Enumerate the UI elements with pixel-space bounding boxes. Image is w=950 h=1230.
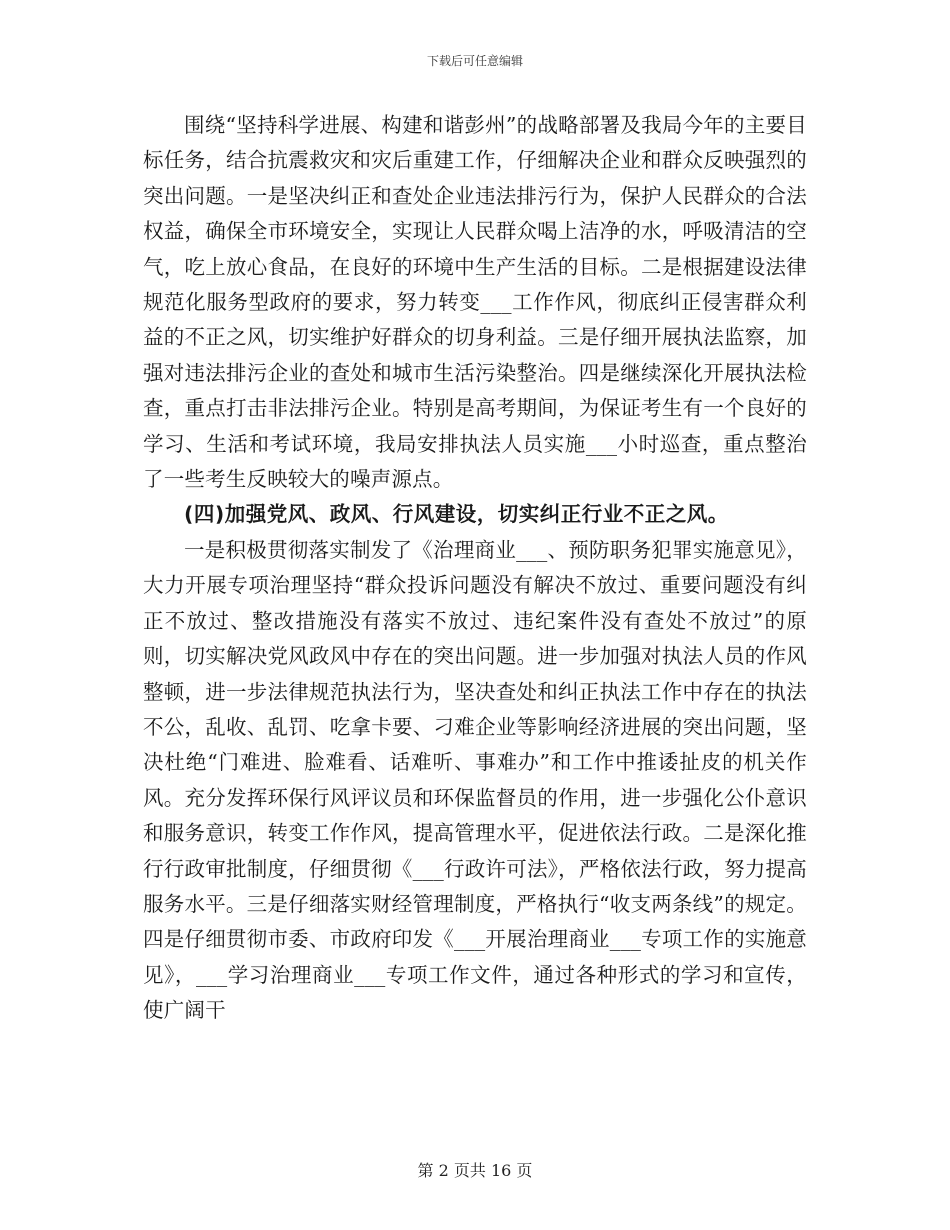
section-heading: (四)加强党风、政风、行风建设，切实纠正行业不正之风。 bbox=[184, 502, 729, 527]
document-body bbox=[143, 108, 807, 1029]
page-header-note: 下载后可任意编辑 bbox=[426, 54, 523, 68]
paragraph-1: 围绕“坚持科学进展、构建和谐彭州”的战略部署及我局今年的主要目标任务，结合抗震救灾和灾后重建工作，仔细解决企业和群众反映强烈的突出问题。一是坚决纠正和查处企业违法排污行为，保护人民群众的合法权益，确保全市环境安全，实现让人民群众喝上洁净的水，呼吸清洁的空气，吃上放心食品，在良好的环境中生产生活的目标。二是根据建设法律规范化服务型政府的要求，努力转变___工作作风，彻底纠正侵害群众利益的不正之风，切实维护好群众的切身利益。三是仔细开展执法监察，加强对违法排污企业的查处和城市生活污染整治。四是继续深化开展执法检查，重点打击非法排污企业。特别是高考期间，为保证考生有一个良好的学习、生活和考试环境，我局安排执法人员实施___小时巡查，重点整治了一些考生反映较大的噪声源点。 bbox=[143, 113, 807, 492]
page-number: 第 2 页共 16 页 bbox=[417, 1161, 533, 1180]
paragraph-2: 一是积极贯彻落实制发了《治理商业___、预防职务犯罪实施意见》，大力开展专项治理坚持“群众投诉问题没有解决不放过、重要问题没有纠正不放过、整改措施没有落实不放过、违纪案件没有查处不放过”的原则，切实解决党风政风中存在的突出问题。进一步加强对执法人员的作风整顿，进一步法律规范执法行为，坚决查处和纠正执法工作中存在的执法不公，乱收、乱罚、吃拿卡要、刁难企业等影响经济进展的突出问题，坚决杜绝“门难进、脸难看、话难听、事难办”和工作中推诿扯皮的机关作风。充分发挥环保行风评议员和环保监督员的作用，进一步强化公仆意识和服务意识，转变工作作风，提高管理水平，促进依法行政。二是深化推行行政审批制度，仔细贯彻《___行政许可法》，严格依法行政，努力提高服务水平。三是仔细落实财经管理制度，严格执行“收支两条线”的规定。四是仔细贯彻市委、市政府印发《___开展治理商业___专项工作的实施意见》，___学习治理商业___专项工作文件，通过各种形式的学习和宣传，使广阔干 bbox=[143, 537, 807, 1023]
